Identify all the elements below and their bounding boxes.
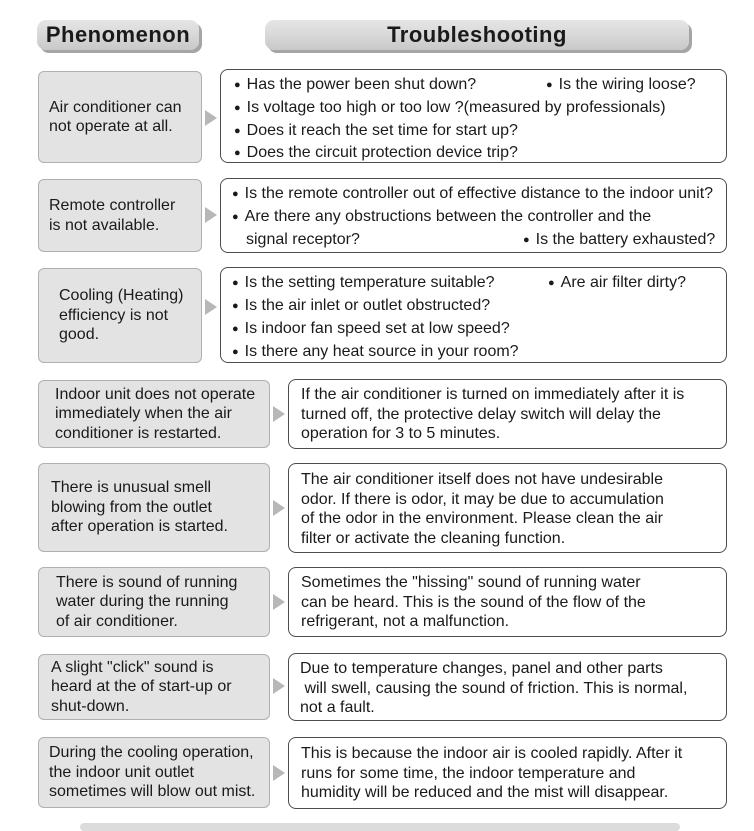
check-item: ● Is the battery exhausted? bbox=[523, 230, 715, 252]
troubleshooting-cell bbox=[288, 737, 727, 809]
troubleshooting-cell bbox=[220, 178, 727, 253]
check-item: ● Are there any obstructions between the controller and the bbox=[232, 207, 651, 229]
check-item: ● Is the remote controller out of effective distance to the indoor unit? bbox=[232, 184, 713, 206]
solution-text: If the air conditioner is turned on immediately after it is turned off, the protective delay switch will delay the operation for 3 to 5 minutes. bbox=[301, 386, 685, 443]
check-item: ● Does the circuit protection device trip? bbox=[234, 143, 518, 165]
arrow-icon bbox=[273, 594, 285, 610]
phenomenon-cell: There is sound of running water during the running of air conditioner. bbox=[38, 567, 270, 637]
check-item: ● Are air filter dirty? bbox=[548, 273, 686, 295]
arrow-icon bbox=[273, 500, 285, 516]
phenomenon-cell: Air conditioner can not operate at all. bbox=[38, 71, 202, 163]
check-item: ● Is there any heat source in your room? bbox=[232, 342, 519, 364]
troubleshooting-cell bbox=[288, 567, 727, 637]
check-item-continuation: signal receptor? bbox=[246, 231, 360, 248]
phenomenon-cell: Cooling (Heating) efficiency is not good. bbox=[38, 268, 202, 363]
check-item: ● Is the setting temperature suitable? bbox=[232, 273, 495, 295]
phenomenon-cell: There is unusual smell blowing from the outlet after operation is started. bbox=[38, 463, 270, 552]
arrow-icon bbox=[205, 207, 217, 223]
solution-text: This is because the indoor air is cooled rapidly. After it runs for some time, the indoor temperature and humidity will be reduced and the mist will disappear. bbox=[301, 745, 683, 802]
solution-text: The air conditioner itself does not have undesirable odor. If there is odor, it may be due to accumulation of the odor in the environment. Please clean the air filter or activate the cleaning function. bbox=[301, 471, 664, 547]
arrow-icon bbox=[205, 299, 217, 315]
troubleshooting-header: Troubleshooting bbox=[265, 20, 689, 50]
troubleshooting-cell bbox=[288, 379, 727, 449]
arrow-icon bbox=[273, 765, 285, 781]
footer-bar bbox=[80, 823, 680, 831]
check-item: ● Is indoor fan speed set at low speed? bbox=[232, 319, 510, 341]
arrow-icon bbox=[205, 110, 217, 126]
check-item: ● Is voltage too high or too low ?(measured by professionals) bbox=[234, 98, 666, 120]
solution-text: Sometimes the "hissing" sound of running water can be heard. This is the sound of the flow of the refrigerant, not a malfunction. bbox=[301, 574, 646, 631]
check-item: ● Has the power been shut down? bbox=[234, 75, 476, 97]
troubleshooting-cell bbox=[288, 463, 727, 553]
arrow-icon bbox=[273, 678, 285, 694]
check-item: ● Is the air inlet or outlet obstructed? bbox=[232, 296, 490, 318]
phenomenon-cell: Indoor unit does not operate immediately when the air conditioner is restarted. bbox=[38, 380, 270, 448]
phenomenon-cell: A slight "click" sound is heard at the of start-up or shut-down. bbox=[38, 654, 270, 720]
troubleshooting-cell bbox=[220, 267, 727, 363]
solution-text: Due to temperature changes, panel and other parts will swell, causing the sound of friction. This is normal, not a fault. bbox=[300, 660, 688, 717]
troubleshooting-cell bbox=[288, 653, 727, 721]
phenomenon-cell: During the cooling operation, the indoor unit outlet sometimes will blow out mist. bbox=[38, 737, 270, 808]
check-item: ● Does it reach the set time for start up? bbox=[234, 121, 518, 143]
troubleshooting-cell bbox=[220, 69, 727, 163]
check-item: ● Is the wiring loose? bbox=[546, 75, 696, 97]
phenomenon-cell: Remote controller is not available. bbox=[38, 179, 202, 252]
phenomenon-header: Phenomenon bbox=[37, 20, 199, 50]
arrow-icon bbox=[273, 406, 285, 422]
